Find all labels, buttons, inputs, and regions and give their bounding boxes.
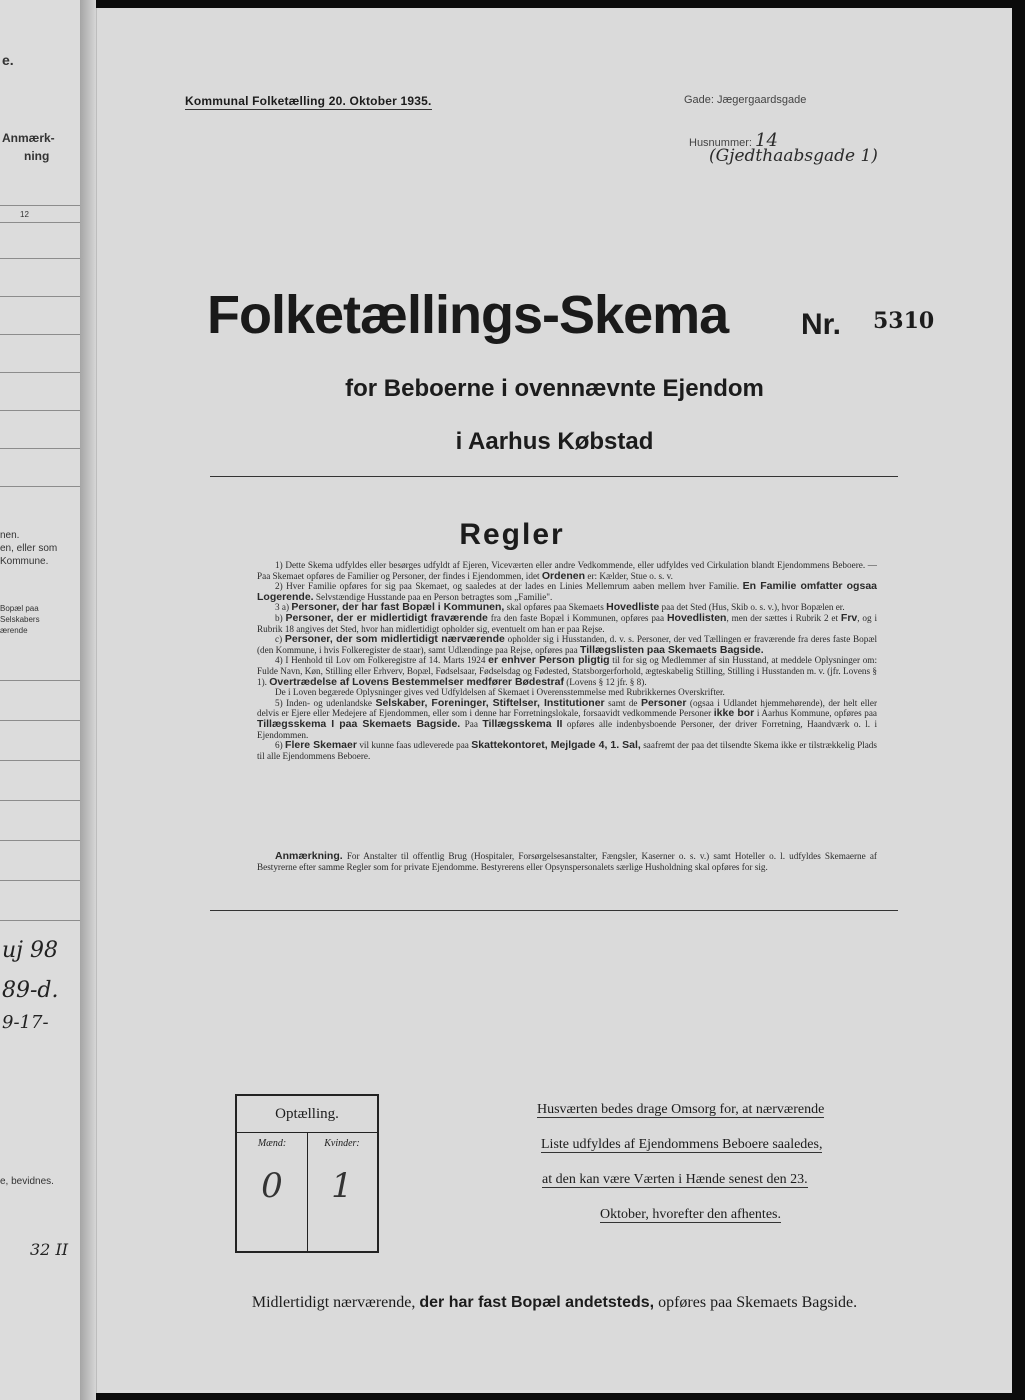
rule-3b: b) Personer, der er midlertidigt fraværende fra den faste Bopæl i Kommunen, opføres paa Hovedlisten, men der sættes i Rubrik 2 et Frv, og i Rubrik 18 angives det Sted, hvor han midlertidigt opholder sig, eventuelt om han er paa Rejse. (257, 611, 878, 634)
left-fragment-mid-6: ærende (0, 626, 28, 635)
remark-text: For Anstalter til offentlig Brug (Hospitaler, Forsørgelsesanstalter, Fængsler, Kaserner o. s. v.) samt Hoteller o. l. udfyldes Skemaerne af Bestyrerne efter samme Regler som for private Ejendomme. Bestyrerens eller Opsynspersonalets særlige Husholdning skal opføres for sig. (257, 851, 877, 872)
census-date-header: Kommunal Folketælling 20. Oktober 1935. (185, 94, 432, 108)
left-fragment-mid-2: en, eller som (0, 543, 58, 554)
rule-4b: De i Loven begærede Oplysninger gives ved Udfyldelsen af Skemaet i Overensstemmelse med Rubrikkernes Overskrifter. (275, 687, 725, 698)
women-label: Kvinder: (324, 1138, 360, 1149)
men-label: Mænd: (257, 1138, 287, 1149)
form-number-label: Nr. (801, 308, 842, 341)
left-handwriting-2: 89-d. (2, 978, 59, 1003)
host-notice-line-1: Husværten bedes drage Omsorg for, at nærværende (537, 1102, 825, 1117)
bottom-note: Midlertidigt nærværende, der har fast Bopæl andetsteds, opføres paa Skemaets Bagside. (251, 1294, 858, 1311)
divider-bottom (210, 910, 898, 911)
left-column-number: 12 (20, 210, 29, 219)
left-fragment-mid-4: Bopæl paa (0, 604, 39, 613)
women-count-handwritten: 1 (331, 1166, 353, 1206)
left-anmaerk-header: Anmærk- (2, 131, 55, 145)
remark-label: Anmærkning. (275, 850, 343, 862)
divider-top (210, 476, 898, 477)
left-fragment-top: e. (2, 52, 14, 68)
host-notice-line-3: at den kan være Værten i Hænde senest den 23. (542, 1172, 808, 1187)
form-subtitle-2: i Aarhus Købstad (455, 428, 654, 455)
rules-text (257, 560, 877, 761)
rule-2: 2) Hver Familie opføres for sig paa Skemaet, og saaledes at der lades en Linies Mellemrum aaben mellem hver Familie. En Familie omfatter ogsaa Logerende. Selvstændige Husstande paa en Person betragtes som „Familie". (257, 580, 877, 603)
left-ning-header: ning (24, 149, 50, 163)
left-fragment-mid-1: nen. (0, 530, 20, 541)
left-handwriting-4: 32 II (30, 1240, 69, 1259)
left-handwriting-1: uj 98 (2, 938, 58, 963)
rule-3a: 3 a) Personer, der har fast Bopæl i Kommunen, skal opføres paa Skemaets Hovedliste paa det Sted (Hus, Skib o. s. v.), hvor Bopælen er. (275, 601, 845, 614)
street-label: Gade: (684, 94, 714, 106)
form-title: Folketællings-Skema (207, 285, 729, 345)
count-box (235, 1094, 379, 1253)
men-count-handwritten: 0 (261, 1166, 283, 1206)
rule-6: 6) Flere Skemaer vil kunne faas udleverede paa Skattekontoret, Mejlgade 4, 1. Sal, saafremt der paa det tilsendte Skema ikke er tilstrækkelig Plads til alle Ejendommens Beboere. (257, 739, 877, 761)
book-spine (80, 0, 96, 1400)
street-value: Jægergaardsgade (717, 94, 807, 106)
census-form-page (96, 8, 1012, 1393)
facing-page-fragment (0, 0, 82, 1400)
left-fragment-mid-3: Kommune. (0, 556, 49, 567)
remark-paragraph (257, 851, 877, 872)
host-notice-line-4: Oktober, hvorefter den afhentes. (600, 1207, 781, 1222)
house-number-label: Husnummer: (689, 137, 752, 149)
street-line (684, 94, 806, 106)
left-handwriting-3: 9-17- (2, 1012, 49, 1033)
form-subtitle-1: for Beboerne i ovennævnte Ejendom (345, 375, 764, 402)
house-alt-address-handwritten: (Gjedthaabsgade 1) (709, 146, 878, 166)
rule-1: 1) Dette Skema udfyldes eller besørges udfyldt af Ejeren, Viceværten eller andre Vedkommende, eller udfyldes ved Cirkulation blandt Ejendommens Beboere. — Paa Skemaet opføres de Familier og Personer, der findes i Ejendommen, idet Ordenen er: Kælder, Stue o. s. v. (257, 560, 877, 582)
host-notice-line-2: Liste udfyldes af Ejendommens Beboere saaledes, (541, 1137, 823, 1152)
rule-4: 4) I Henhold til Lov om Folkeregistre af 14. Marts 1924 er enhver Person pligtig til for sig og Medlemmer af sin Husstand, at meddele Oplysninger om: Fulde Navn, Køn, Stilling eller Erhverv, Bopæl, Fødselsaar, Fødselsdag og Fødested, Statsborgerforhold, ægteskabelig Stilling, Stilling i Husstanden m. v. (jfr. Lovens § 1). Overtrædelse af Lovens Bestemmelser medfører Bødestraf (Lovens § 12 jfr. § 8). (257, 654, 878, 688)
rules-heading: Regler (459, 518, 565, 551)
left-bevidnes: e, bevidnes. (0, 1176, 54, 1187)
count-heading: Optælling. (237, 1096, 377, 1133)
rule-3c: c) Personer, der som midlertidigt nærværende opholder sig i Husstanden, d. v. s. Personer, der ved Tællingen er fraværende fra deres faste Bopæl (den Kommune, i hvis Folkeregister de staar), samt Udlændinge paa Rejse, opføres paa Tillægslisten paa Skemaets Bagside. (257, 633, 878, 656)
house-number-handwritten: 14 (755, 130, 778, 151)
rule-5: 5) Inden- og udenlandske Selskaber, Foreninger, Stiftelser, Institutioner samt de Personer (ogsaa i Udlandet hjemmehørende), der helt eller delvis er Ejere eller Medejere af Ejendommen, eller som i denne har Forretningslokale, forsaavidt vedkommende Personer ikke bor i Aarhus Kommune, opføres paa Tillægsskema I paa Skemaets Bagside. Paa Tillægsskema II opføres alle indenbysboende Personer, der driver Forretning, Haandværk o. l. i Ejendommen. (257, 696, 878, 740)
form-number-value: 5310 (873, 308, 935, 334)
left-fragment-mid-5: Selskabers (0, 615, 40, 624)
